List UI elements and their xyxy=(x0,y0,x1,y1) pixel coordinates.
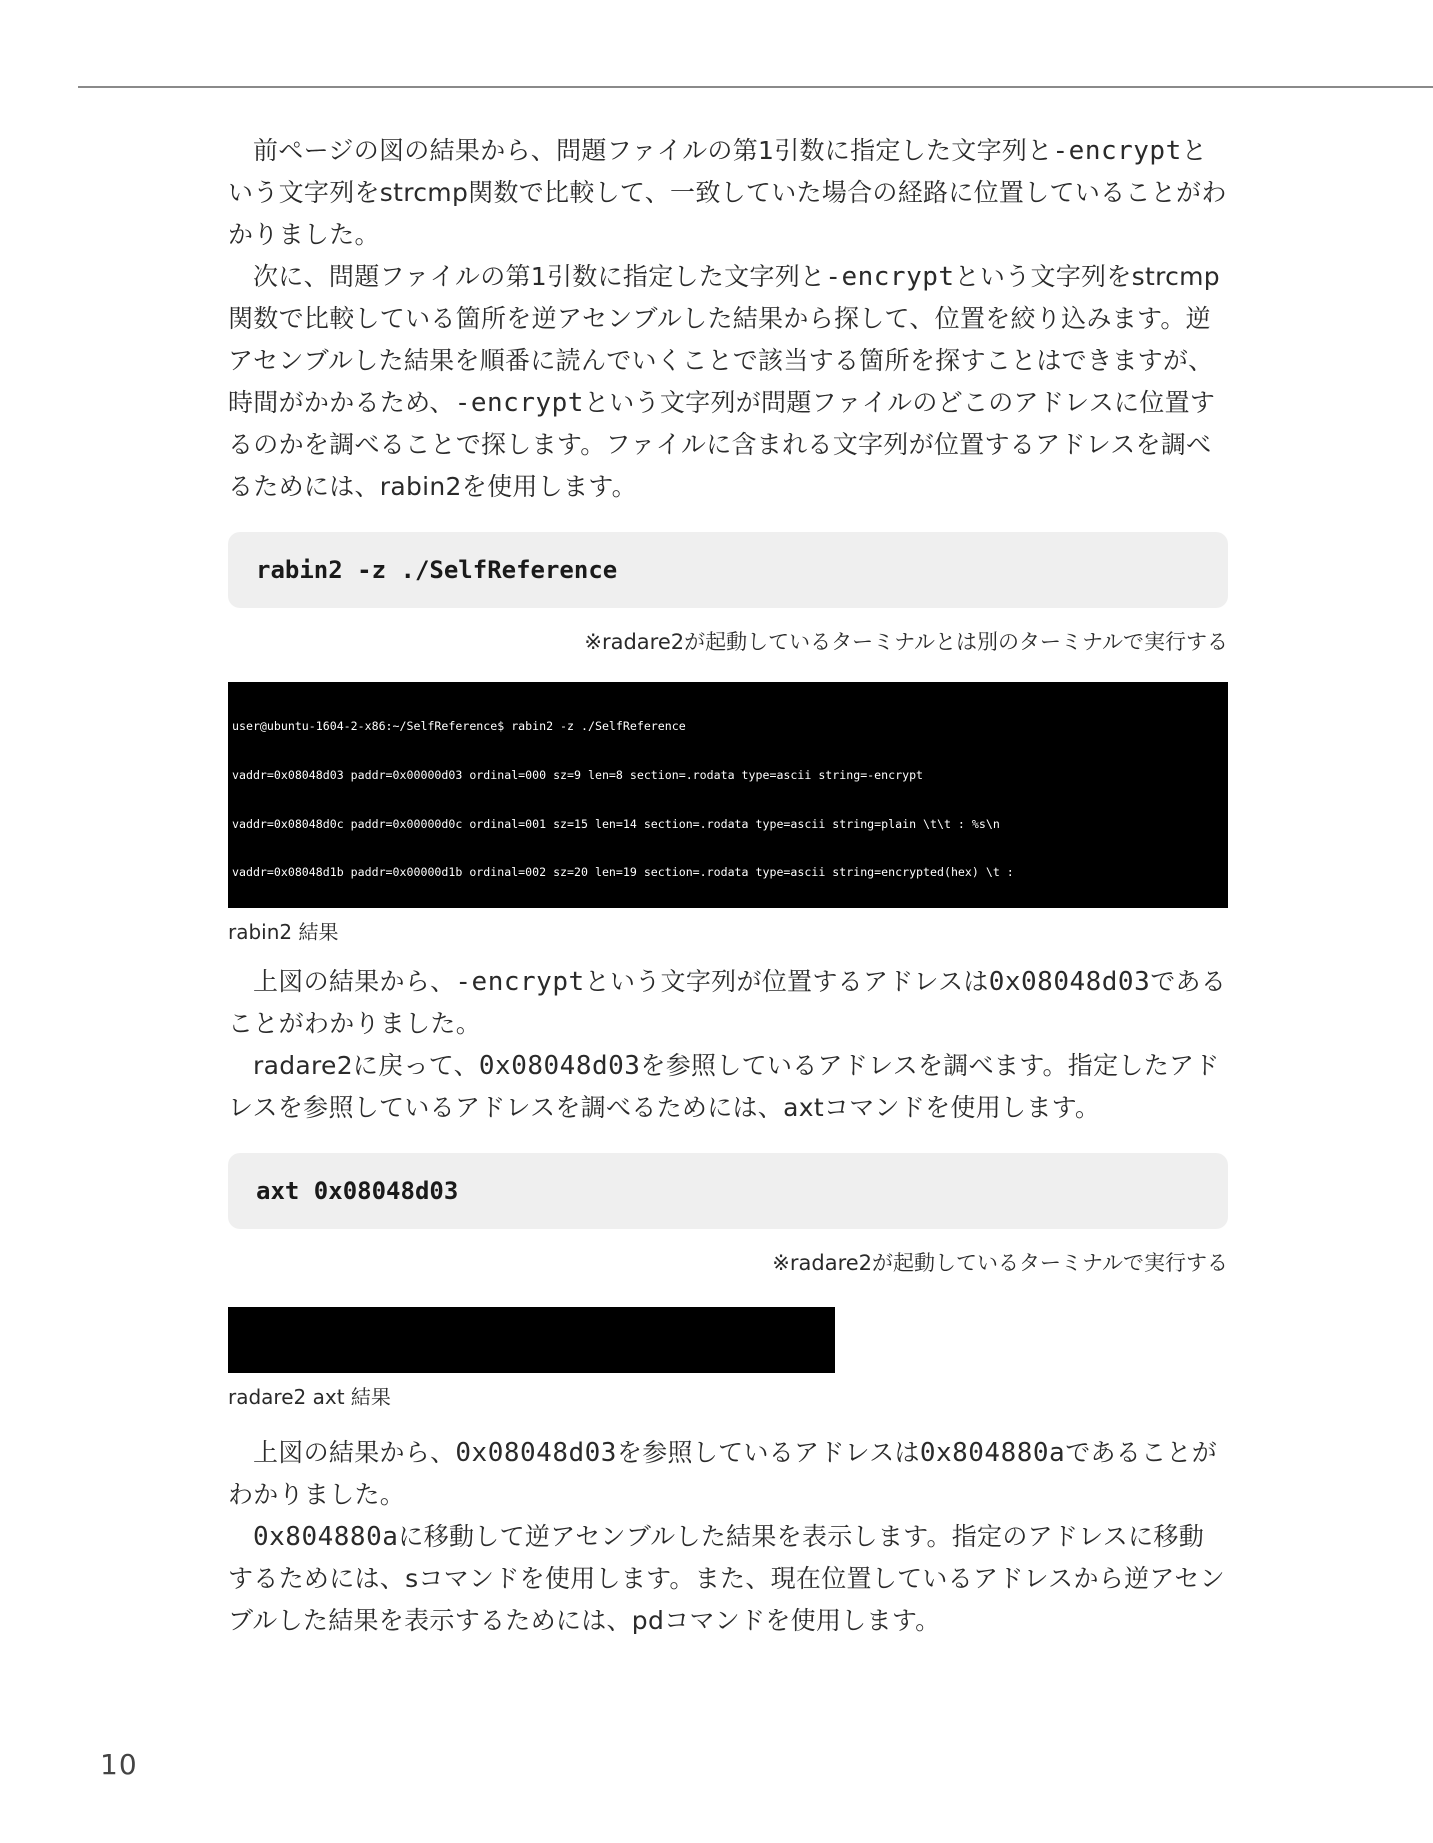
terminal-line: user@ubuntu-1604-2-x86:~/SelfReference$ rabin2 -z ./SelfReference xyxy=(232,719,686,734)
paragraph-text: 前ページの図の結果から、問題ファイルの第1引数に指定した文字列と xyxy=(253,136,1053,165)
terminal-line xyxy=(231,1372,832,1373)
paragraph-text: という文字列をstrcmp関数で比較して、一致していた場合の経路に位置していることがわかりました。 xyxy=(228,136,1227,249)
inline-code: 0x08048d03 xyxy=(455,1438,617,1468)
paragraph-4 xyxy=(228,1045,1228,1129)
figure-caption: radare2 axt 結果 xyxy=(228,1385,391,1409)
inline-code: -encrypt xyxy=(455,967,585,997)
paragraph-text: という文字列が問題ファイルのどこのアドレスに位置するのかを調べることで探します。ファイルに含まれる文字列が位置するアドレスを調べるためには、rabin2を使用します。 xyxy=(228,388,1216,501)
paragraph-text: radare2に戻って、 xyxy=(253,1051,479,1080)
page-content xyxy=(228,130,1228,1642)
paragraph-1 xyxy=(228,130,1228,256)
inline-code: 0x08048d03 xyxy=(478,1051,641,1081)
inline-code: 0x804880a xyxy=(919,1438,1066,1468)
rabin2-terminal-screenshot xyxy=(228,682,1228,908)
inline-code: -encrypt xyxy=(825,262,955,292)
code-text: rabin2 -z ./SelfReference xyxy=(256,556,618,584)
paragraph-text: を参照しているアドレスを調べます。指定したアドレスを参照しているアドレスを調べるためには、axtコマンドを使用します。 xyxy=(228,1051,1220,1122)
inline-code: -encrypt xyxy=(454,388,584,418)
paragraph-text: 上図の結果から、 xyxy=(253,967,456,996)
paragraph-text: という文字列をstrcmp関数で比較している箇所を逆アセンブルした結果から探して、位置を絞り込みます。逆アセンブルした結果を順番に読んでいくことで該当する箇所を探すことはできますが、時間がかかるため、 xyxy=(228,262,1220,417)
terminal-line: vaddr=0x08048d1b paddr=0x00000d1b ordinal=002 sz=20 len=19 section=.rodata type=ascii string=encrypted(hex) \t : xyxy=(232,865,1014,880)
axt-command-block xyxy=(228,1153,1228,1229)
paragraph-text: 上図の結果から、 xyxy=(253,1438,456,1467)
paragraph-5 xyxy=(228,1432,1228,1516)
paragraph-text: であることがわかりました。 xyxy=(228,1438,1218,1509)
code-text: axt 0x08048d03 xyxy=(256,1177,459,1205)
rabin2-note: ※radare2が起動しているターミナルとは別のターミナルで実行する xyxy=(584,630,1228,654)
axt-terminal-screenshot xyxy=(228,1307,835,1373)
rabin2-command-block xyxy=(228,532,1228,608)
axt-note: ※radare2が起動しているターミナルで実行する xyxy=(772,1251,1228,1275)
paragraph-text: という文字列が位置するアドレスは xyxy=(584,967,989,996)
terminal-line: vaddr=0x08048d0c paddr=0x00000d0c ordinal=001 sz=15 len=14 section=.rodata type=ascii string=plain \t\t : %s\n xyxy=(232,816,1000,831)
paragraph-3 xyxy=(228,961,1228,1045)
header-rule xyxy=(78,86,1433,88)
terminal-line: vaddr=0x08048d03 paddr=0x00000d03 ordinal=000 sz=9 len=8 section=.rodata type=ascii string=-encrypt xyxy=(232,768,924,783)
paragraph-text: に移動して逆アセンブルした結果を表示します。指定のアドレスに移動するためには、sコマンドを使用します。また、現在位置しているアドレスから逆アセンブルした結果を表示するためには、pdコマンドを使用します。 xyxy=(228,1522,1226,1635)
inline-code: 0x804880a xyxy=(253,1522,399,1552)
paragraph-6 xyxy=(228,1516,1228,1642)
paragraph-2 xyxy=(228,256,1228,508)
paragraph-text: であることがわかりました。 xyxy=(228,967,1227,1038)
page-number: 10 xyxy=(100,1748,138,1781)
paragraph-text: を参照しているアドレスは xyxy=(616,1438,920,1467)
inline-code: -encrypt xyxy=(1052,136,1182,166)
figure-caption: rabin2 結果 xyxy=(228,920,339,944)
paragraph-text: 次に、問題ファイルの第1引数に指定した文字列と xyxy=(253,262,826,291)
inline-code: 0x08048d03 xyxy=(988,967,1151,997)
